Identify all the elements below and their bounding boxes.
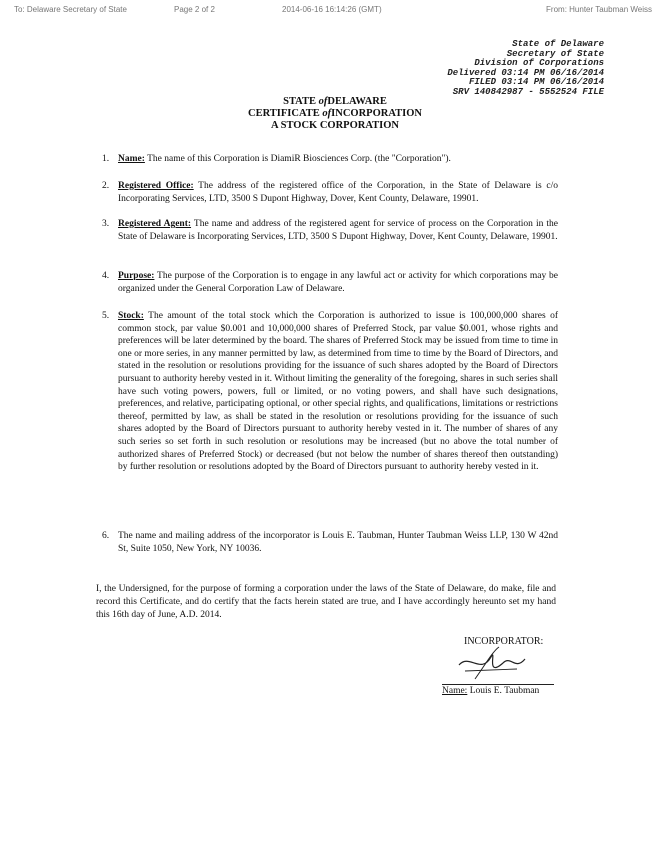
article-text: The amount of the total stock which the Corporation is authorized to issue is 100,000,000 shares of common stock, par value $0.001 and 10,000,000 shares of Preferred Stock, par value $0.001, whose rights and preferences will be later determined by the board. The shares of Preferred Stock may be issued from time to time in one or more series, in any manner permitted by law, as determined from time to time by the Board of Directors, and stated in the resolution or resolutions providing for the issuance of such shares adopted by the Board of Directors pursuant to authority hereby vested in it. Without limiting the generality of the foregoing, shares in such series shall have such voting powers, powers, full or limited, or no voting powers, and shall have such designations, preferences, and relative, participating optional, or other special rights, and qualifications, limitations or restrictions thereof, permitted by law, as shall be stated in the resolution or resolutions providing for the issuance of such shares adopted by the Board of Directors pursuant to authority hereby vested in it. The number of shares of any such series so set forth in such resolution or resolutions may be increased (but no above the total number of authorized shares of Preferred Stock) or decreased (but not below the number of shares thereof then outstanding) by further resolution or resolutions adopted by the Board of Directors pursuant to authority hereby vested in it. [118, 311, 558, 473]
incorporator-name: Louis E. Taubman [467, 686, 540, 696]
article-text: The address of the registered office of the Corporation, in the State of Delaware is c/o Incorporating Services, LTD, 3500 S Dupont Highway, Dover, Kent County, Delaware, 19901. [118, 181, 558, 204]
article-text: The name and mailing address of the incorporator is Louis E. Taubman, Hunter Taubman Weiss LLP, 130 W 42nd St, Suite 1050, New York, NY 10036. [118, 531, 558, 554]
article-number: 6. [102, 531, 110, 541]
signature-line [442, 684, 554, 685]
title-text: STATE [283, 96, 319, 107]
fax-timestamp: 2014-06-16 16:14:26 (GMT) [282, 5, 382, 14]
article-text: The name and address of the registered agent for service of process on the Corporation in the State of Delaware is Incorporating Services, LTD, 3500 S Dupont Highway, Dover, Kent County, Delaware, 19901. [118, 219, 558, 242]
incorporator-name-line [442, 686, 539, 696]
article-purpose [102, 270, 558, 295]
title-line-1 [0, 96, 670, 108]
article-incorporator [102, 530, 558, 555]
fax-to: To: Delaware Secretary of State [14, 5, 127, 14]
article-name [102, 153, 558, 166]
article-text: The name of this Corporation is DiamiR Biosciences Corp. (the "Corporation"). [144, 154, 451, 164]
filing-stamp [447, 40, 604, 97]
title-text: CERTIFICATE [248, 108, 323, 119]
article-stock [102, 310, 558, 474]
article-heading: Registered Agent: [118, 219, 192, 229]
stamp-line: State of Delaware [512, 39, 604, 49]
title-text: INCORPORATION [331, 108, 422, 119]
article-text: The purpose of the Corporation is to engage in any lawful act or activity for which corporations may be organized under the General Corporation Law of Delaware. [118, 271, 558, 294]
name-label: Name: [442, 686, 468, 696]
article-number: 5. [102, 311, 110, 321]
title-text: of [318, 96, 328, 107]
stamp-line: Delivered 03:14 PM 06/16/2014 [447, 67, 604, 78]
fax-from: From: Hunter Taubman Weiss [546, 5, 652, 14]
title-text: of [322, 108, 332, 119]
article-registered-office [102, 180, 558, 205]
article-heading: Purpose: [118, 271, 155, 281]
article-number: 3. [102, 219, 110, 229]
stamp-line: FILED 03:14 PM 06/16/2014 [468, 77, 604, 87]
article-heading: Registered Office: [118, 181, 194, 191]
incorporator-label: INCORPORATOR: [464, 636, 544, 647]
article-registered-agent [102, 218, 558, 243]
title-line-2 [0, 108, 670, 120]
stamp-line: Division of Corporations [474, 58, 604, 68]
document-title [0, 96, 670, 132]
fax-header [14, 5, 652, 19]
article-number: 2. [102, 181, 110, 191]
article-number: 1. [102, 154, 110, 164]
stamp-line: Secretary of State [506, 48, 604, 59]
article-number: 4. [102, 271, 110, 281]
fax-page: Page 2 of 2 [174, 5, 215, 14]
article-heading: Name: [118, 154, 145, 164]
article-heading: Stock: [118, 311, 144, 321]
title-text: DELAWARE [327, 96, 387, 107]
title-line-3: A STOCK CORPORATION [271, 120, 399, 131]
closing-statement: I, the Undersigned, for the purpose of forming a corporation under the laws of the State of Delaware, do make, file and record this Certificate, and do certify that the facts herein stated are true, and I have accordingly hereunto set my hand this 16th day of June, A.D. 2014. [96, 584, 556, 620]
stamp-line: SRV 140842987 - 5552524 FILE [452, 86, 604, 97]
handwritten-signature [455, 645, 535, 685]
